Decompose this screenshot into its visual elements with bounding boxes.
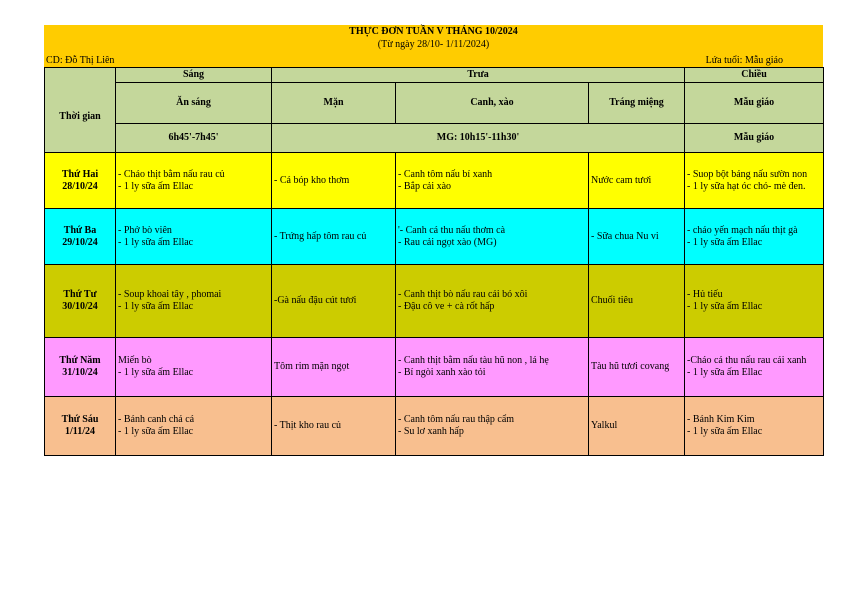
breakfast-cell xyxy=(116,397,272,456)
soup-cell xyxy=(396,265,589,338)
main-dish-cell: - Trứng hấp tôm rau củ xyxy=(272,209,396,265)
dish-line: - Canh tôm nấu rau thập cẩm xyxy=(398,414,515,425)
dish-line: - Hủ tiếu xyxy=(687,289,723,300)
table-row xyxy=(45,397,824,456)
dish-line: - 1 ly sữa ấm Ellac xyxy=(118,367,194,378)
dish-line: - 1 ly sữa ấm Ellac xyxy=(687,426,763,437)
dish-line: - Bí ngòi xanh xào tỏi xyxy=(398,367,486,378)
afternoon-cell xyxy=(685,153,824,209)
day-cell xyxy=(45,209,116,265)
dish-line: - Bánh Kim Kim xyxy=(687,414,755,425)
afternoon-cell xyxy=(685,265,824,338)
day-cell xyxy=(45,397,116,456)
breakfast-cell xyxy=(116,338,272,397)
header-man: Mặn xyxy=(272,83,396,124)
table-row xyxy=(45,338,824,397)
dish-line: - Bắp cải xào xyxy=(398,180,452,192)
soup-cell xyxy=(396,153,589,209)
day-date: 30/10/24 xyxy=(62,301,98,312)
day-cell xyxy=(45,265,116,338)
dish-line: - 1 ly sữa ấm Ellac xyxy=(118,180,194,192)
dish-line: - Canh thịt bò nấu rau cải bó xôi xyxy=(398,289,528,300)
main-dish-cell: - Cá bóp kho thơm xyxy=(272,153,396,209)
menu-table xyxy=(44,67,824,456)
time-trua: MG: 10h15'-11h30' xyxy=(272,124,685,153)
teacher-name: CD: Đỗ Thị Liên xyxy=(46,55,115,66)
dish-line: - Suop bột báng nấu sườn non xyxy=(687,168,808,180)
dish-line: - Cháo thịt bằm nấu rau củ xyxy=(118,168,225,180)
dish-line: - Phở bò viên xyxy=(118,224,172,236)
table-row xyxy=(45,209,824,265)
day-name: Thứ Năm xyxy=(59,355,101,366)
time-chieu: Mẫu giáo xyxy=(685,124,824,153)
day-cell xyxy=(45,338,116,397)
age-group: Lứa tuổi: Mẫu giáo xyxy=(705,55,783,66)
header-sang: Sáng xyxy=(116,68,272,83)
header-canh-xao: Canh, xào xyxy=(396,83,589,124)
table-row xyxy=(45,153,824,209)
breakfast-cell xyxy=(116,265,272,338)
menu-title: THỰC ĐƠN TUẦN V THÁNG 10/2024 xyxy=(349,26,518,37)
main-dish-cell: - Thịt kho rau củ xyxy=(272,397,396,456)
dish-line: -Cháo cá thu nấu rau cải xanh xyxy=(687,355,807,366)
dessert-cell: Chuối tiêu xyxy=(589,265,685,338)
dish-line: - 1 ly sữa ấm Ellac xyxy=(118,236,194,248)
afternoon-cell xyxy=(685,338,824,397)
dish-line: - 1 ly sữa ấm Ellac xyxy=(687,301,763,312)
dessert-cell: - Sữa chua Nu vi xyxy=(589,209,685,265)
header-mau-giao: Mẫu giáo xyxy=(685,83,824,124)
soup-cell xyxy=(396,209,589,265)
afternoon-cell xyxy=(685,209,824,265)
day-name: Thứ Ba xyxy=(63,224,97,236)
afternoon-cell xyxy=(685,397,824,456)
dish-line: - Đậu cô ve + cà rốt hấp xyxy=(398,301,495,312)
main-dish-cell: Tôm rim mặn ngọt xyxy=(272,338,396,397)
dish-line: - Rau cải ngọt xào (MG) xyxy=(398,236,497,248)
dessert-cell: Yalkul xyxy=(589,397,685,456)
header-thoi-gian: Thời gian xyxy=(45,83,116,153)
header-chieu: Chiều xyxy=(685,68,824,83)
soup-cell xyxy=(396,397,589,456)
dish-line: - Soup khoai tây , phomai xyxy=(118,289,222,300)
dish-line: - cháo yến mạch nấu thịt gà xyxy=(687,224,798,236)
breakfast-cell xyxy=(116,209,272,265)
day-date: 1/11/24 xyxy=(64,426,95,437)
dish-line: - Su lơ xanh hấp xyxy=(398,426,464,437)
header-trua: Trưa xyxy=(272,68,685,83)
dessert-cell: Tàu hũ tươi covang xyxy=(589,338,685,397)
main-dish-cell: -Gà nấu đậu cút tươi xyxy=(272,265,396,338)
dish-line: - Bánh canh chả cá xyxy=(118,414,195,425)
day-cell xyxy=(45,153,116,209)
menu-header xyxy=(44,25,823,67)
day-name: Thứ Tư xyxy=(63,289,97,300)
time-sang: 6h45'-7h45' xyxy=(116,124,272,153)
breakfast-cell xyxy=(116,153,272,209)
day-date: 31/10/24 xyxy=(62,367,98,378)
day-name: Thứ Sáu xyxy=(61,414,99,425)
dish-line: - 1 ly sữa ấm Ellac xyxy=(687,236,763,248)
header-an-sang: Ăn sáng xyxy=(116,83,272,124)
dish-line: - Canh thịt bằm nấu tàu hũ non , lá hẹ xyxy=(398,355,549,366)
dish-line: - 1 ly sữa ấm Ellac xyxy=(687,367,763,378)
dish-line: - Canh tôm nấu bí xanh xyxy=(398,168,493,180)
table-row xyxy=(45,265,824,338)
dish-line: - 1 ly sữa ấm Ellac xyxy=(118,301,194,312)
dish-line: - 1 ly sữa hạt óc chó- mè đen. xyxy=(687,180,806,192)
dish-line: - 1 ly sữa ấm Ellac xyxy=(118,426,194,437)
soup-cell xyxy=(396,338,589,397)
day-name: Thứ Hai xyxy=(61,168,99,180)
time-header-top xyxy=(45,68,116,83)
dish-line: '- Canh cá thu nấu thơm cà xyxy=(398,224,506,236)
date-range: (Từ ngày 28/10- 1/11/2024) xyxy=(377,39,490,50)
menu-sheet xyxy=(44,25,823,456)
day-date: 28/10/24 xyxy=(62,180,98,192)
day-date: 29/10/24 xyxy=(62,236,98,248)
dessert-cell: Nước cam tươi xyxy=(589,153,685,209)
dish-line: Miến bò xyxy=(118,355,152,366)
header-trang-mieng: Tráng miệng xyxy=(589,83,685,124)
